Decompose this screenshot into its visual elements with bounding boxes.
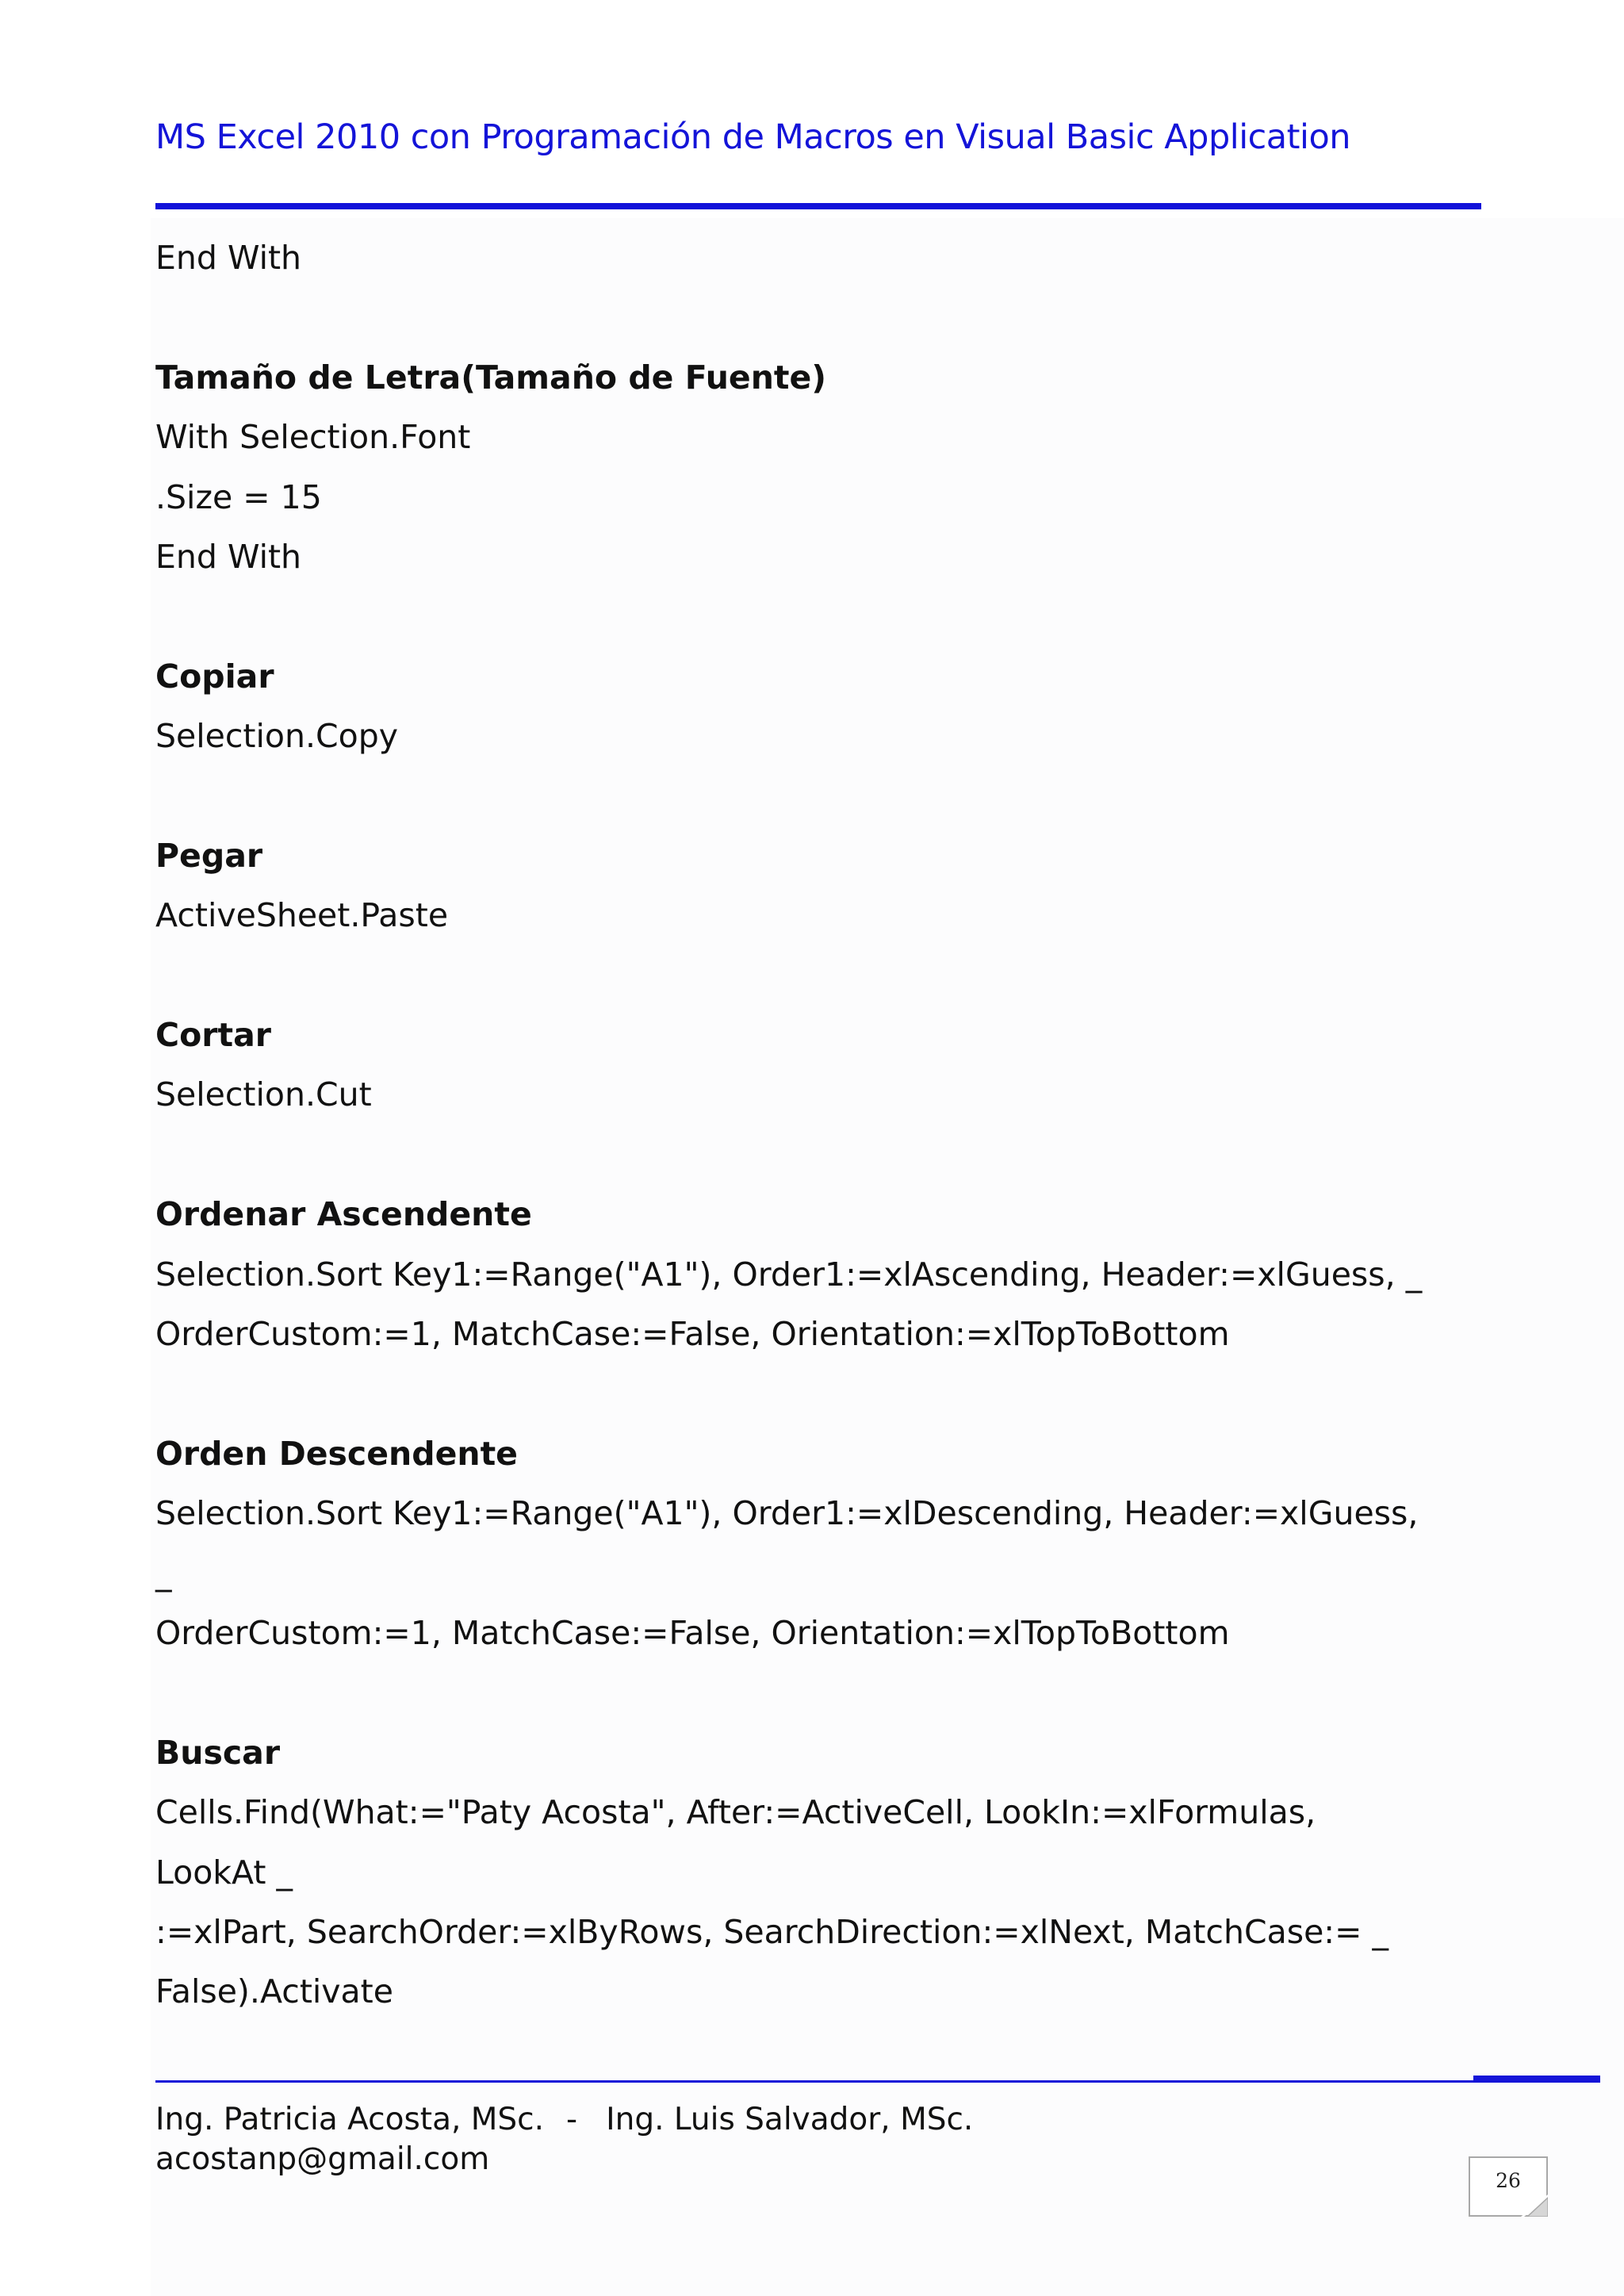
code-line: LookAt _ [155, 1853, 293, 1892]
section-heading: Orden Descendente [155, 1434, 518, 1473]
code-line: False).Activate [155, 1972, 393, 2011]
code-line: OrderCustom:=1, MatchCase:=False, Orientation:=xlTopToBottom [155, 1613, 1230, 1652]
blank-line [155, 1663, 1503, 1723]
code-line: End With [155, 537, 302, 576]
document-body [155, 228, 1503, 2022]
code-line: With Selection.Font [155, 418, 471, 457]
header-divider [155, 203, 1481, 209]
document-header-title: MS Excel 2010 con Programación de Macros en Visual Basic Application [155, 117, 1351, 157]
code-line: OrderCustom:=1, MatchCase:=False, Orientation:=xlTopToBottom [155, 1315, 1230, 1354]
footer-author-1: Ing. Patricia Acosta, MSc. [155, 2102, 545, 2137]
code-line: _ [155, 1554, 172, 1593]
code-line: :=xlPart, SearchOrder:=xlByRows, SearchDirection:=xlNext, MatchCase:= _ [155, 1912, 1388, 1951]
code-line: Cells.Find(What:="Paty Acosta", After:=ActiveCell, LookIn:=xlFormulas, [155, 1793, 1316, 1832]
footer-email: acostanp@gmail.com [155, 2141, 490, 2177]
footer-divider [155, 2080, 1473, 2083]
section-heading: Cortar [155, 1016, 271, 1055]
code-line: Selection.Cut [155, 1075, 372, 1114]
footer-separator: - [566, 2102, 578, 2137]
footer-authors [155, 2102, 973, 2137]
blank-line [155, 946, 1503, 1006]
page-curl-icon [1521, 2194, 1548, 2217]
section-heading: Copiar [155, 657, 274, 696]
code-line: End With [155, 239, 302, 277]
blank-line [155, 587, 1503, 646]
blank-line [155, 1364, 1503, 1424]
page-number: 26 [1496, 2169, 1521, 2192]
blank-line [155, 288, 1503, 347]
section-heading: Ordenar Ascendente [155, 1195, 532, 1234]
code-line: Selection.Copy [155, 717, 398, 756]
section-heading: Tamaño de Letra(Tamaño de Fuente) [155, 358, 827, 397]
code-line: Selection.Sort Key1:=Range("A1"), Order1:=xlAscending, Header:=xlGuess, _ [155, 1255, 1423, 1294]
code-line: ActiveSheet.Paste [155, 896, 449, 935]
section-heading: Pegar [155, 836, 263, 875]
footer-divider-accent [1473, 2076, 1600, 2083]
page-number-box [1469, 2156, 1548, 2217]
code-line: Selection.Sort Key1:=Range("A1"), Order1:=xlDescending, Header:=xlGuess, [155, 1494, 1419, 1533]
code-line: .Size = 15 [155, 477, 322, 516]
section-heading: Buscar [155, 1733, 281, 1772]
blank-line [155, 767, 1503, 826]
blank-line [155, 1125, 1503, 1185]
footer-author-2: Ing. Luis Salvador, MSc. [606, 2102, 974, 2137]
